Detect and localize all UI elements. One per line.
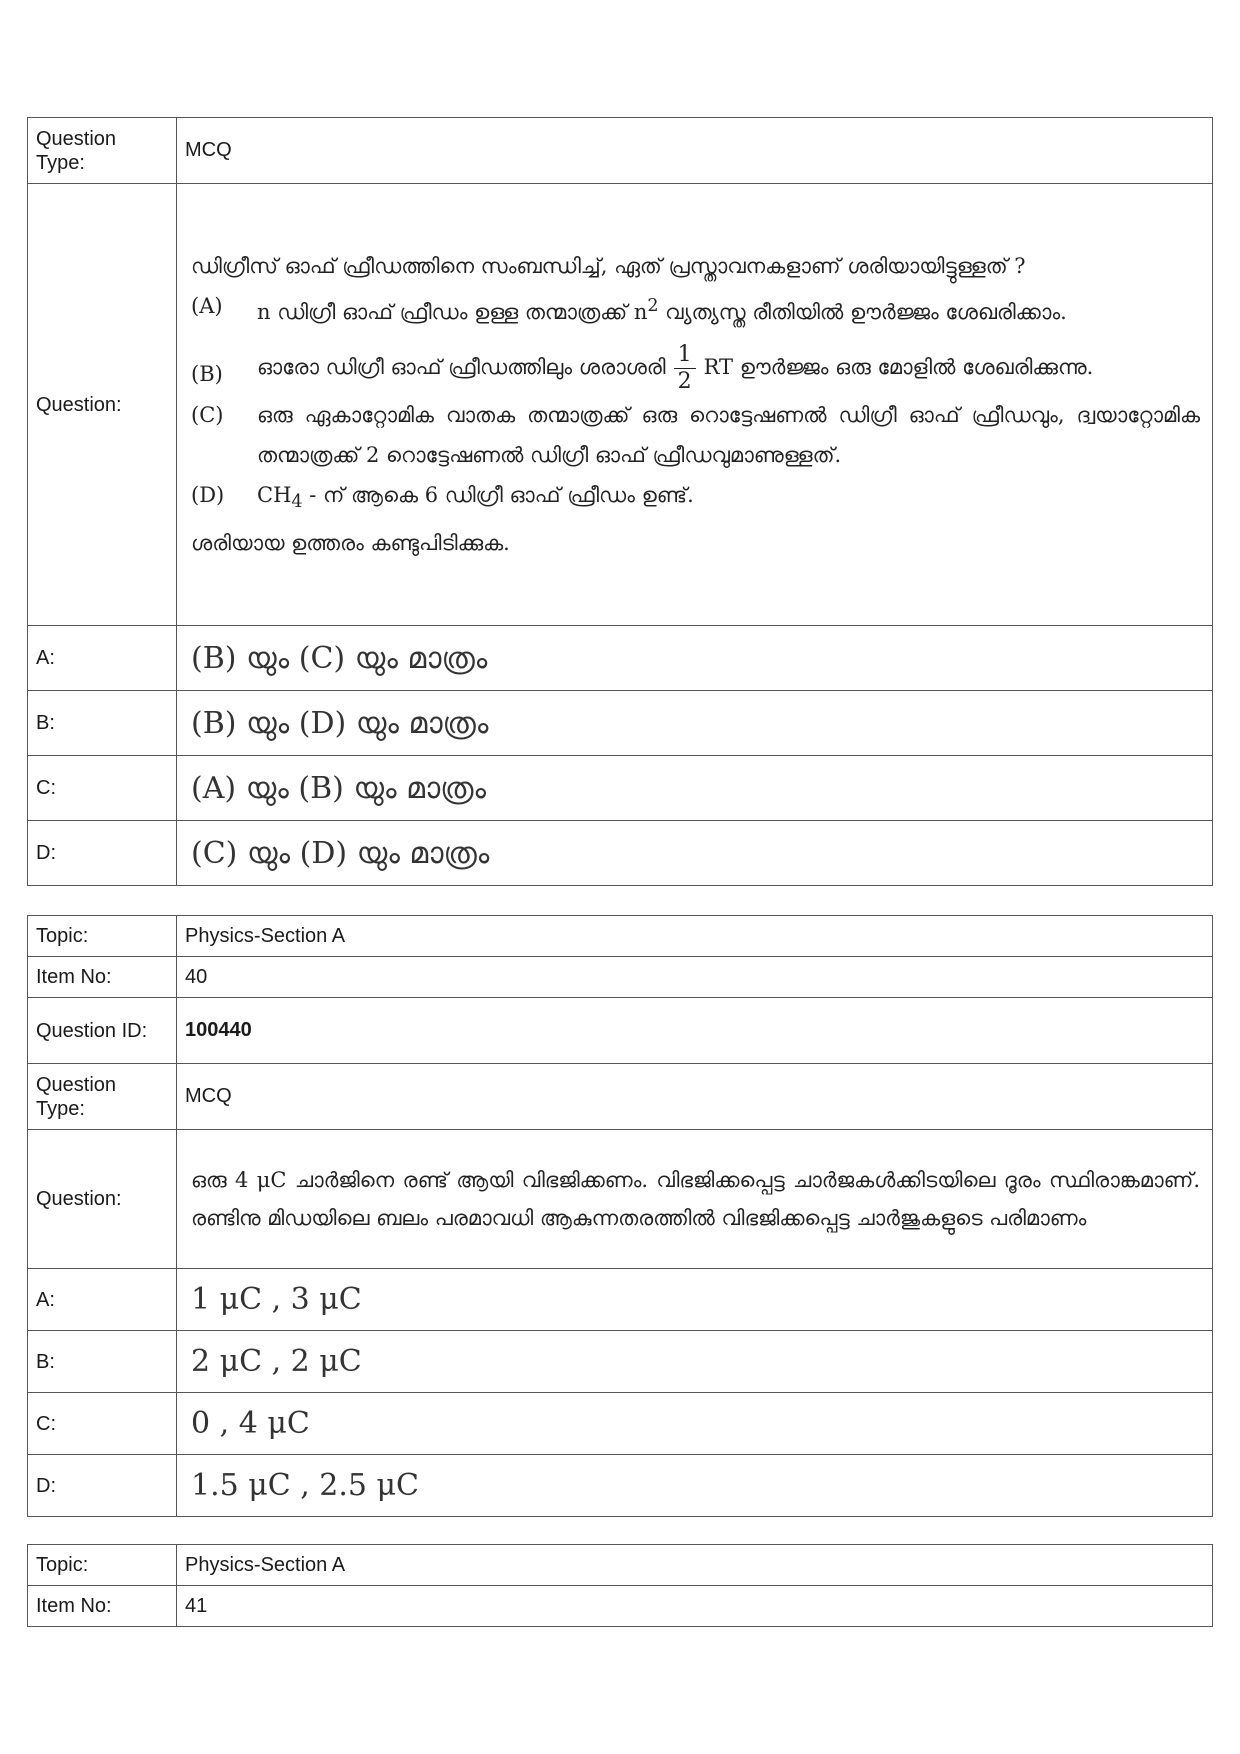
question-label-2: Question:	[28, 1130, 177, 1269]
half-fraction	[674, 342, 696, 395]
option-a-value-2: 1 μC , 3 μC	[177, 1269, 1213, 1331]
question-label: Question:	[28, 184, 177, 626]
topic-label: Topic:	[28, 916, 177, 957]
option-c-label: C:	[28, 756, 177, 821]
fraction-denominator: 2	[677, 369, 692, 395]
question-table-1	[27, 117, 1213, 886]
option-a-value: (B) യും (C) യും മാത്രം	[177, 626, 1213, 691]
option-d-value-2: 1.5 μC , 2.5 μC	[177, 1455, 1213, 1517]
question-type-value-2: MCQ	[177, 1064, 1213, 1130]
fraction-numerator: 1	[674, 342, 696, 369]
question-table-3	[27, 1544, 1213, 1627]
question-type-row-2	[28, 1064, 1213, 1130]
question-row	[28, 184, 1213, 626]
option-d-row-2	[28, 1455, 1213, 1517]
option-d-label-2: D:	[28, 1455, 177, 1517]
statement-d-pre: CH	[257, 483, 292, 508]
question-text-2: ഒരു 4 μC ചാർജിനെ രണ്ട് ആയി വിഭജിക്കണം. വിഭജിക്കപ്പെട്ട ചാർജകൾക്കിടയിലെ ദൂരം സ്ഥിരാങ്കമാണ്. രണ്ടിനു മിഡയിലെ ബലം പരമാവധി ആകുന്നതരത്തിൽ വിഭജിക്കപ്പെട്ട ചാർജുകളുടെ പരിമാണം	[177, 1130, 1213, 1269]
option-b-value-2: 2 μC , 2 μC	[177, 1331, 1213, 1393]
question-type-label-2: Question Type:	[28, 1064, 177, 1130]
option-b-label: B:	[28, 691, 177, 756]
question-body	[177, 184, 1213, 626]
option-c-value-2: 0 , 4 μC	[177, 1393, 1213, 1455]
question-type-label: Question Type:	[28, 118, 177, 184]
statement-a-sup: 2	[647, 296, 659, 317]
option-b-value: (B) യും (D) യും മാത്രം	[177, 691, 1213, 756]
statement-a	[191, 286, 1200, 332]
option-d-label: D:	[28, 821, 177, 886]
statement-d-text	[257, 475, 1200, 522]
item-no-value-3: 41	[177, 1586, 1213, 1627]
question-row-2	[28, 1130, 1213, 1269]
statement-b-text	[257, 342, 1200, 395]
question-table-2	[27, 915, 1213, 1517]
topic-row-3	[28, 1545, 1213, 1586]
topic-row	[28, 916, 1213, 957]
statement-d-post: - ന് ആകെ 6 ഡിഗ്രീ ഓഫ് ഫ്രീഡം ഉണ്ട്.	[302, 483, 694, 508]
option-c-value: (A) യും (B) യും മാത്രം	[177, 756, 1213, 821]
item-no-value: 40	[177, 957, 1213, 998]
option-c-row	[28, 756, 1213, 821]
option-b-row-2	[28, 1331, 1213, 1393]
option-d-value: (C) യും (D) യും മാത്രം	[177, 821, 1213, 886]
statement-a-pre: n ഡിഗ്രീ ഓഫ് ഫ്രീഡം ഉള്ള തന്മാത്രക്ക് n	[257, 300, 648, 325]
option-a-label-2: A:	[28, 1269, 177, 1331]
topic-value: Physics-Section A	[177, 916, 1213, 957]
option-b-row	[28, 691, 1213, 756]
option-a-row	[28, 626, 1213, 691]
item-no-row	[28, 957, 1213, 998]
option-c-row-2	[28, 1393, 1213, 1455]
option-a-label: A:	[28, 626, 177, 691]
statement-c	[191, 395, 1200, 475]
statement-d-sub: 4	[291, 492, 303, 513]
question-intro: ഡിഗ്രീസ് ഓഫ് ഫ്രീഡത്തിനെ സംബന്ധിച്ച്, ഏത് പ്രസ്താവനകളാണ് ശരിയായിട്ടുള്ളത് ?	[191, 254, 1026, 279]
option-a-row-2	[28, 1269, 1213, 1331]
question-id-row	[28, 998, 1213, 1064]
option-b-label-2: B:	[28, 1331, 177, 1393]
statement-c-text: ഒരു ഏകാറ്റോമിക വാതക തന്മാത്രക്ക് ഒരു റൊട്ടേഷണൽ ഡിഗ്രീ ഓഫ് ഫ്രീഡവും, ദ്വയാറ്റോമിക തന്മാത്രക്ക് 2 റൊട്ടേഷണൽ ഡിഗ്രീ ഓഫ് ഫ്രീഡവുമാണുള്ളത്.	[257, 403, 1200, 468]
topic-value-3: Physics-Section A	[177, 1545, 1213, 1586]
question-type-value: MCQ	[177, 118, 1213, 184]
question-id-value: 100440	[177, 998, 1213, 1064]
option-d-row	[28, 821, 1213, 886]
statement-c-tag: (C)	[191, 403, 224, 428]
statement-b-tag: (B)	[191, 362, 223, 387]
option-c-label-2: C:	[28, 1393, 177, 1455]
statement-a-post: വ്യത്യസ്ത രീതിയിൽ ഊർജ്ജം ശേഖരിക്കാം.	[658, 300, 1067, 325]
item-no-label: Item No:	[28, 957, 177, 998]
statement-a-text	[257, 286, 1200, 332]
question-closing: ശരിയായ ഉത്തരം കണ്ടുപിടിക്കുക.	[191, 530, 510, 555]
question-id-label: Question ID:	[28, 998, 177, 1064]
statement-b-post: RT ഊർജ്ജം ഒരു മോളിൽ ശേഖരിക്കുന്നു.	[703, 355, 1094, 380]
statement-d	[191, 475, 1200, 522]
statement-a-tag: (A)	[191, 294, 223, 319]
statement-d-tag: (D)	[191, 483, 225, 508]
item-no-label-3: Item No:	[28, 1586, 177, 1627]
topic-label-3: Topic:	[28, 1545, 177, 1586]
statement-b	[191, 342, 1200, 395]
statement-b-pre: ഓരോ ഡിഗ്രീ ഓഫ് ഫ്രീഡത്തിലും ശരാശരി	[257, 355, 666, 380]
question-type-row	[28, 118, 1213, 184]
item-no-row-3	[28, 1586, 1213, 1627]
